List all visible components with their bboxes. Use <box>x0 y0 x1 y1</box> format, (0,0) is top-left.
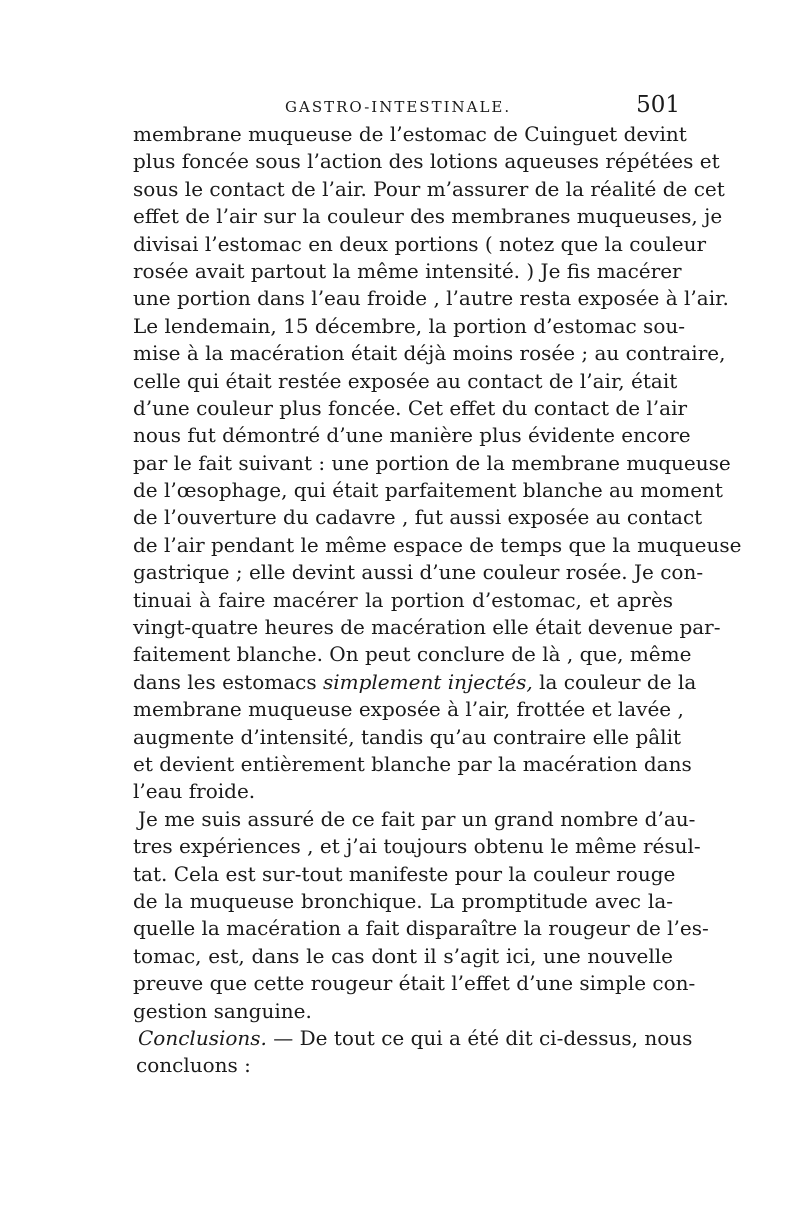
text-line: faitement blanche. On peut conclure de là , que, même <box>133 642 692 667</box>
text-line: par le fait suivant : une portion de la membrane muqueuse <box>133 450 731 475</box>
paragraph-end-line: concluons : <box>136 1053 251 1078</box>
text-line: tomac, est, dans le cas dont il s’agit ici, une nouvelle <box>133 943 673 968</box>
text-line: membrane muqueuse de l’estomac de Cuinguet devint <box>133 122 687 146</box>
text-line: de l’air pendant le même espace de temps que la muqueuse <box>133 532 742 557</box>
text-line: rosée avait partout la même intensité. ) Je fis macérer <box>133 258 682 283</box>
text-line: augmente d’intensité, tandis qu’au contraire elle pâlit <box>133 724 681 749</box>
text-line: de la muqueuse bronchique. La promptitude avec la- <box>133 888 673 913</box>
paragraph-end-line: gestion sanguine. <box>133 998 312 1023</box>
text-line: effet de l’air sur la couleur des membranes muqueuses, je <box>133 204 723 229</box>
text-line: d’une couleur plus foncée. Cet effet du contact de l’air <box>133 395 688 420</box>
conclusions-line <box>133 1025 693 1052</box>
text-line: gastrique ; elle devint aussi d’une couleur rosée. Je con- <box>133 560 704 585</box>
text-line: vingt-quatre heures de macération elle était devenue par- <box>133 615 721 640</box>
text-segment: — De tout ce qui a été dit ci-dessus, nous <box>273 1025 693 1050</box>
text-line: membrane muqueuse exposée à l’air, frottée et lavée , <box>133 697 684 722</box>
text-segment: la couleur de la <box>539 669 697 694</box>
paragraph-end-line: l’eau froide. <box>133 779 256 804</box>
text-segment: dans les estomacs <box>133 669 317 694</box>
text-line: et devient entièrement blanche par la macération dans <box>133 751 692 776</box>
text-line: de l’ouverture du cadavre , fut aussi exposée au contact <box>133 505 703 530</box>
paragraph-start-line: Je me suis assuré de ce fait par un grand nombre d’au- <box>138 806 696 831</box>
text-line: plus foncée sous l’action des lotions aqueuses répétées et <box>133 149 720 174</box>
text-line: celle qui était restée exposée au contact de l’air, était <box>133 368 678 393</box>
running-head <box>130 92 680 122</box>
text-line-with-italic <box>133 669 697 696</box>
italic-phrase: simplement injectés, <box>322 669 533 694</box>
text-line: une portion dans l’eau froide , l’autre resta exposée à l’air. <box>133 286 729 311</box>
text-line: nous fut démontré d’une manière plus évidente encore <box>133 423 691 448</box>
text-line: Le lendemain, 15 décembre, la portion d’estomac sou- <box>133 313 685 338</box>
text-line: quelle la macération a fait disparaître la rougeur de l’es- <box>133 916 709 941</box>
text-line: tres expériences , et j’ai toujours obtenu le même résul- <box>133 834 701 859</box>
text-line: mise à la macération était déjà moins rosée ; au contraire, <box>133 341 726 366</box>
text-line: sous le contact de l’air. Pour m’assurer de la réalité de cet <box>133 176 725 201</box>
page-number: 501 <box>636 92 680 118</box>
body-text <box>133 121 742 1080</box>
text-line: tinuai à faire macérer la portion d’estomac, et après <box>133 587 673 612</box>
text-line: tat. Cela est sur-tout manifeste pour la couleur rouge <box>133 861 676 886</box>
running-title: GASTRO-INTESTINALE. <box>285 98 512 116</box>
text-line: de l’œsophage, qui était parfaitement blanche au moment <box>133 478 723 503</box>
conclusions-heading: Conclusions. <box>138 1025 267 1050</box>
text-line: divisai l’estomac en deux portions ( notez que la couleur <box>133 231 707 256</box>
text-line: preuve que cette rougeur était l’effet d’une simple con- <box>133 971 696 996</box>
